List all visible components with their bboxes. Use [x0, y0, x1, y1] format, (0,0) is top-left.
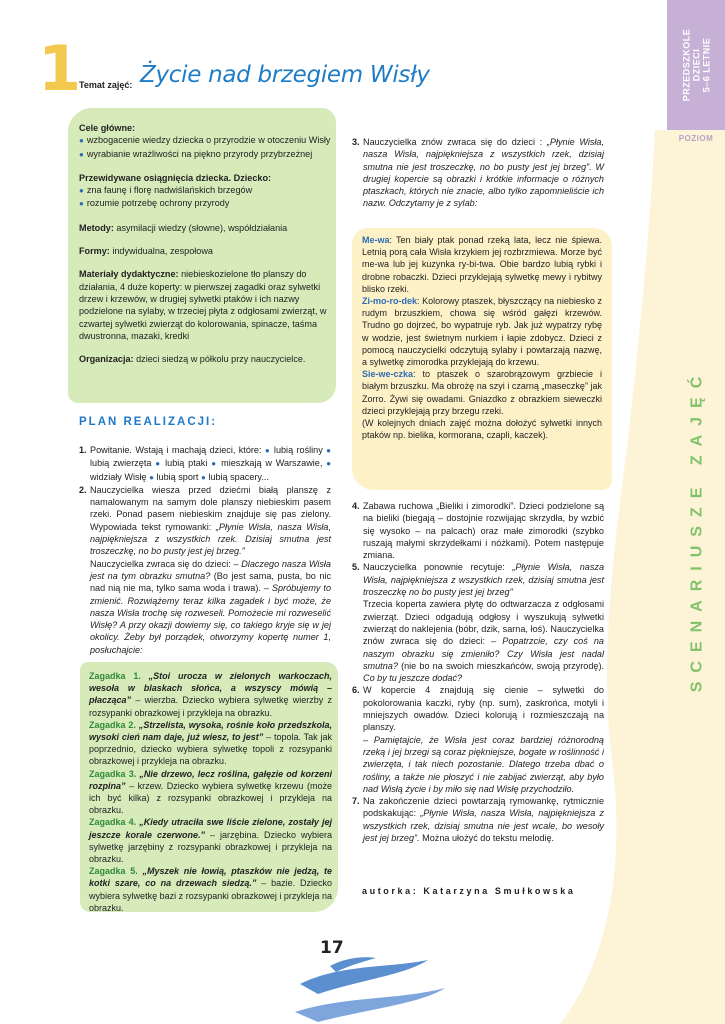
main-goals: [79, 122, 331, 161]
step-1-opt-b: lubią rośliny: [273, 445, 323, 455]
tab-line-3: 5–6 LETNIE: [701, 37, 712, 93]
bullet-icon: ●: [211, 459, 218, 469]
org-text: dzieci siedzą w półkolu przy nauczycielce.: [136, 354, 306, 365]
step-3-a: Nauczycielka znów zwraca się do dzieci :: [363, 137, 543, 147]
riddle-3: [89, 768, 332, 817]
step-6-a: W kopercie 4 znajdują się cienie – sylwetki do pokolorowania kaczki, ryby (np. sum), zaskrońca, motyli i mniejszych owadów. Dzieci kolorują i rozmieszczają na planszy.: [363, 685, 604, 733]
step-2-a: Nauczycielka wiesza przed dziećmi białą planszę z namalowanym na samym dole planszy niebieskim pasem rzeki. Ponad pasem niebieskim znajduje się pas zielony. Wypowiada tekst rymowanki:: [90, 484, 331, 532]
section-title-text: SCENARIUSZE ZAJĘĆ: [688, 367, 706, 693]
methods: [79, 222, 331, 234]
step-7-c: Można ułożyć do tekstu melodię.: [422, 833, 555, 844]
main-goals-title: Cele główne:: [79, 123, 136, 133]
step-2-number: 2.: [79, 484, 87, 495]
level-tab-text: [667, 10, 725, 120]
step-2-question: Dlaczego nasza Wisła jest na tym obrazku smutna?: [90, 558, 331, 581]
step-1: [79, 444, 331, 484]
step-5-text: [363, 561, 604, 684]
step-5-number: 5.: [352, 562, 360, 573]
materials: [79, 268, 331, 342]
step-1-opt-e: mieszkają w Warszawie,: [221, 458, 323, 469]
birds-content: [362, 234, 602, 441]
bullet-icon: ●: [264, 446, 271, 455]
step-5: [352, 561, 604, 684]
materials-text: niebieskozielone tło planszy do działania, 4 duże koperty: w pierwszej zagadki oraz sylwetki drzew i krzewów, w drugiej sylwetki ptaków i ich nazwy podzielone na sylaby, w trzeciej płyta z odgłosami zwierząt, w czwartej sylwetki zwierząt do kolorowania, spinacze, taśma dwustronna, mazaki, kredki: [79, 269, 327, 341]
riddle-1-rest: – wierzba. Dziecko wybiera sylwetkę wierzby z rozsypanki obrazkowej i przykleja na obrazku.: [89, 695, 332, 718]
riddle-4-text: „Kiedy utraciła swe liście zielone, zostały jej jeszcze korale czerwone.”: [89, 817, 332, 840]
goals-content: [79, 122, 331, 376]
riddle-5-rest: – bazie. Dziecko wybiera sylwetkę bazi z rozsypanki obrazkowej i przykleja na obrazku.: [89, 878, 332, 913]
step-3: [352, 136, 604, 210]
step-1-number: 1.: [79, 445, 87, 455]
step-4-number: 4.: [352, 501, 360, 511]
methods-label: Metody:: [79, 222, 114, 233]
level-label: POZIOM: [678, 134, 714, 143]
step-2-rhyme: „Płynie Wisła, nasza Wisła, najpiękniejsza z wszystkich rzek. Dzisiaj smutna jest troszeczkę, no bo pusty jest jej brzeg.”: [90, 521, 331, 557]
riddle-2-label: Zagadka 2.: [89, 719, 136, 730]
step-3-number: 3.: [352, 137, 360, 147]
riddle-2-text: „Strzelista, wysoka, rośnie koło przedszkola, wysoki cień nam daje, już wiesz, to jest”: [89, 719, 332, 743]
tab-line-2: DZIECI: [691, 48, 702, 82]
step-5-answer: (nie bo na swoich mieszkańców, swoją przyrodę).: [401, 660, 605, 671]
birds-note: (W kolejnych dniach zajęć można dołożyć sylwetki innych ptaków np. bielika, kormorana, czapli, kaczek).: [362, 418, 602, 441]
riddle-5-text: „Myszek nie łowią, ptaszków nie jedzą, te kotki szare, co na drzewach siedzą.”: [89, 866, 332, 889]
bird-mewa: [362, 234, 602, 295]
step-2-answer: (Bo jest sama, pusta, bo nic nad nią nie ma, tylko sama woda i trawa). –: [90, 570, 331, 594]
riddle-1: [89, 670, 332, 719]
bullet-icon: ●: [201, 472, 206, 482]
step-7-a: Na zakończenie dzieci powtarzają rymowankę, rytmicznie podskakując:: [363, 796, 604, 819]
step-4: [352, 500, 604, 561]
step-3-b: „Płynie Wisła, nasza Wisła, najpiękniejsza z wszystkich rzek, dzisiaj smutna nie jest troszeczkę, no bo pusty jest jej brzeg”. W drugiej kopercie są obrazki i krótkie informacje o różnych ptaszkach, których nie znacie, albo tylko zapomnieliście ich nazw. Odczytamy je z sylab:: [363, 137, 605, 209]
expected-title: Przewidywane osiągnięcia dziecka. Dziecko:: [79, 172, 272, 183]
main-goal-1: ● wzbogacenie wiedzy dziecka o przyrodzie w otoczeniu Wisły: [79, 135, 330, 145]
lesson-number: 1: [38, 32, 82, 105]
riddle-3-rest: – krzew. Dziecko wybiera sylwetkę krzewu (może ich być kilka) z rozsypanki obrazkowej i przykleja na obrazku.: [89, 780, 332, 816]
step-5-a: Nauczycielka ponownie recytuje:: [363, 562, 505, 573]
topic-title: Życie nad brzegiem Wisły: [140, 62, 430, 88]
wave-decoration-1: [300, 960, 428, 994]
bird-mewa-name: Me-wa: [362, 235, 390, 245]
methods-text: asymilacji wiedzy (słowne), współdziałania: [116, 222, 288, 233]
expected-2: ● rozumie potrzebę ochrony przyrody: [79, 198, 229, 208]
bird-sieweczka: [362, 368, 602, 417]
step-3-row: [352, 136, 604, 210]
corner-mark: PRZEDSZKOLE: [8, 49, 16, 102]
plan-steps-right: [352, 500, 604, 844]
step-5-rhyme: „Płynie Wisła, nasza Wisła, najpiękniejsza z wszystkich rzek, dzisiaj smutna jest troszeczkę no bo pusty jest jej brzeg”: [363, 562, 604, 598]
step-2-f: Spróbujemy to zmienić. Rozwiążemy teraz kilka zagadek i być może, że nasza Wisła trochę się rozweseli. Pomożecie mi rozweselić Wisłę? A przy okazji dowiemy się, co takiego kryje się w jej okolicy. Żeby był porządek, otworzymy kopertę numer 1, posłuchajcie:: [90, 583, 332, 655]
page-number: 17: [320, 938, 344, 958]
riddle-3-label: Zagadka 3.: [89, 768, 137, 779]
bird-zimorodek-text: : Kolorowy ptaszek, błyszczący na niebiesko z rudym brzuszkiem, chowa się wśród gałęzi krzewów. Trudno go dojrzeć, bo wypatruje ryb. Jak już wypatrzy rybę w wodzie, jest świetnym nurkiem i łapie zdobycz. Dzieci z pomocą nauczycielki odczytują sylaby i powtarzają nazwę, a sylwetkę zimorodka przyklejają do krzewu.: [362, 296, 602, 368]
bullet-icon: ●: [155, 459, 162, 469]
step-1-opt-c: lubią zwierzęta: [90, 458, 152, 469]
step-1-opt-g: lubią sport: [156, 471, 199, 482]
step-6-text: [363, 684, 604, 795]
forms: [79, 245, 331, 257]
organization: [79, 353, 331, 365]
materials-label: Materiały dydaktyczne:: [79, 269, 179, 280]
step-7: [352, 795, 604, 844]
bullet-icon: ●: [326, 459, 332, 469]
riddle-3-text: „Nie drzewo, lecz roślina, gałęzie od korzeni rozpina”: [89, 768, 332, 791]
riddle-4: [89, 816, 332, 865]
expected-1: ● zna faunę i florę nadwiślańskich brzegów: [79, 185, 252, 195]
step-3-text: [363, 136, 604, 210]
step-2-text: [90, 484, 331, 656]
section-title-vertical: [655, 367, 725, 693]
step-5-f: Co by tu jeszcze dodać?: [363, 673, 463, 684]
step-1-opt-f: widziały Wisłę: [90, 471, 147, 482]
bird-sieweczka-name: Sie-we-czka: [362, 369, 414, 380]
main-goal-2: ● wyrabianie wrażliwości na piękno przyrody przybrzeżnej: [79, 149, 312, 159]
bird-zimorodek: [362, 295, 602, 368]
author-credit: autorka: Katarzyna Smułkowska: [362, 886, 576, 896]
step-2: [79, 484, 331, 656]
riddle-1-label: Zagadka 1.: [89, 671, 141, 681]
forms-label: Formy:: [79, 246, 110, 257]
step-6-number: 6.: [352, 685, 360, 696]
expected-achievements: [79, 172, 331, 211]
bullet-icon: ●: [326, 446, 331, 455]
riddle-1-text: „Stoi urocza w zielonych warkoczach, wesoła w blaskach słońca, a wszyscy mówią – płacząca”: [89, 671, 332, 706]
riddle-2: [89, 719, 332, 768]
tab-line-1: PRZEDSZKOLE: [681, 28, 692, 102]
riddle-5: [89, 865, 332, 914]
step-1-intro: Powitanie. Wstają i machają dzieci, które:: [90, 445, 262, 455]
riddle-4-label: Zagadka 4.: [89, 817, 137, 828]
riddle-2-rest: – topola. Tak jak poprzednio, dziecko wybiera sylwetkę topoli z rozsypanki obrazkowej i przykleja na obrazku.: [89, 732, 332, 767]
org-label: Organizacja:: [79, 354, 134, 365]
step-2-c: Nauczycielka zwraca się do dzieci: –: [90, 558, 239, 569]
step-5-c: Trzecia koperta zawiera płytę do odtwarzacza z odgłosami zwierząt. Dzieci odgadują odgłosy i wyszukują sylwetki zwierząt do naklejenia (bóbr, dzik, sarna, łoś). Nauczycielka znów zwraca się do dzieci: –: [363, 599, 604, 647]
step-1-text: [90, 444, 331, 484]
riddle-4-rest: – jarzębina. Dziecko wybiera sylwetkę jarzębiny z rozsypanki obrazkowej i przykleja na obrazku.: [89, 829, 332, 865]
bird-zimorodek-name: Zi-mo-ro-dek: [362, 296, 417, 307]
forms-text: indywidualna, zespołowa: [112, 246, 213, 257]
plan-steps-left: [79, 444, 331, 656]
step-1-opt-h: lubią spacery...: [208, 471, 269, 482]
riddles-content: [89, 670, 332, 914]
step-4-text: Zabawa ruchowa „Bieliki i zimorodki”. Dzieci podzielone są na bieliki (biegają – dostojnie rozwijając skrzydła, by wzbić się wysoko – na palcach) oraz małe zimorodki (szybko ruszają małymi skrzydełkami i nóżkami). Potem następuje zmiana.: [363, 501, 604, 561]
riddle-5-label: Zagadka 5.: [89, 866, 138, 877]
bird-sieweczka-text: : to ptaszek o szarobrązowym grzbiecie i białym brzuszku. Ma obrożę na szyi i czarną „maseczkę” jak Zorro. Żywi się owadami. Gniazdko z obrazkiem sieweczki dzieci przyklejają przy brzegu rzeki.: [362, 369, 602, 416]
step-6-b: – Pamiętajcie, że Wisła jest coraz bardziej różnorodną rzeką i jej brzegi są coraz piękniejsze, bogate w roślinność i zwierzęta, i tak niech pozostanie. Dlatego trzeba dbać o rośliny, a także nie płoszyć i nie zabijać zwierząt, aby było nad Wisłą życie i by miło się nad Wisłę przychodziło.: [363, 734, 604, 794]
plan-heading: PLAN REALIZACJI:: [79, 416, 218, 428]
step-7-number: 7.: [352, 796, 360, 807]
topic-label: Temat zajęć:: [79, 80, 133, 90]
step-6: [352, 684, 604, 795]
bullet-icon: ●: [149, 472, 154, 482]
bird-mewa-text: : Ten biały ptak ponad rzeką lata, lecz nie śpiewa. Letnią porą cała Wisła krzykiem jej rozbrzmiewa. Morze być me-wa lub jej kuzynka ry-bi-twa. Obie bardzo lubią rybki i drobne robaczki. Dzieci przyklejają sylwetkę mewy i rybitwy blisko rzeki.: [362, 235, 602, 294]
step-7-text: [363, 795, 604, 844]
step-5-question: Popatrzcie, czy coś na naszym obrazku się zmieniło? Czy Wisła jest nadal smutna?: [363, 636, 604, 671]
step-7-rhyme: „Płynie Wisła, nasza Wisła, najpiękniejsza z wszystkich rzek, dzisiaj smutna nie jest wcale, bo wesoły jest jej brzeg”.: [363, 808, 604, 844]
step-1-opt-d: lubią ptaki: [165, 458, 208, 469]
